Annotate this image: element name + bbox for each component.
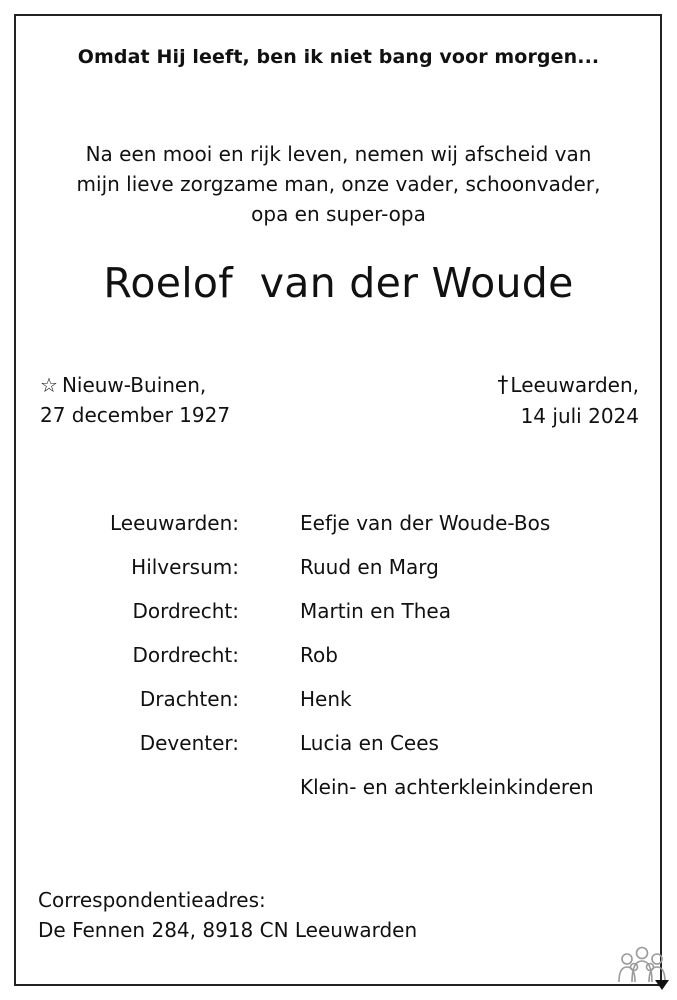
family-place: Dordrecht: [132,599,239,623]
family-names: Klein- en achterkleinkinderen [300,775,594,799]
family-row [0,643,677,673]
family-place: Hilversum: [131,555,239,579]
family-place: Dordrecht: [132,643,239,667]
intro-line: opa en super-opa [251,202,426,226]
family-row [0,731,677,761]
correspondence-address: De Fennen 284, 8918 CN Leeuwarden [38,918,418,942]
star-icon: ☆ [40,373,58,397]
family-row [0,775,677,805]
birth-place: Nieuw-Buinen, [61,373,207,397]
family-place: Deventer: [139,731,239,755]
family-place: Leeuwarden: [110,511,239,535]
intro-line: mijn lieve zorgzame man, onze vader, schoonvader, [76,172,601,196]
family-logo-icon [614,942,670,994]
correspondence-label: Correspondentieadres: [38,888,266,912]
family-names: Rob [300,643,338,667]
death-info [497,370,639,431]
family-row [0,599,677,629]
family-row [0,687,677,717]
family-row [0,511,677,541]
family-names: Ruud en Marg [300,555,439,579]
intro-text [0,139,677,229]
intro-line: Na een mooi en rijk leven, nemen wij afscheid van [85,142,592,166]
family-names: Martin en Thea [300,599,451,623]
death-place: Leeuwarden, [510,373,639,397]
motto: Omdat Hij leeft, ben ik niet bang voor morgen... [77,46,600,68]
cross-icon: † [497,373,509,398]
death-date: 14 juli 2024 [520,404,639,428]
birth-info [40,370,230,430]
family-names: Eefje van der Woude-Bos [300,511,551,535]
family-names: Henk [300,687,352,711]
deceased-name: Roelof van der Woude [103,259,574,307]
family-row [0,555,677,585]
family-names: Lucia en Cees [300,731,439,755]
family-place: Drachten: [139,687,239,711]
birth-date: 27 december 1927 [40,403,231,427]
correspondence [38,885,417,945]
